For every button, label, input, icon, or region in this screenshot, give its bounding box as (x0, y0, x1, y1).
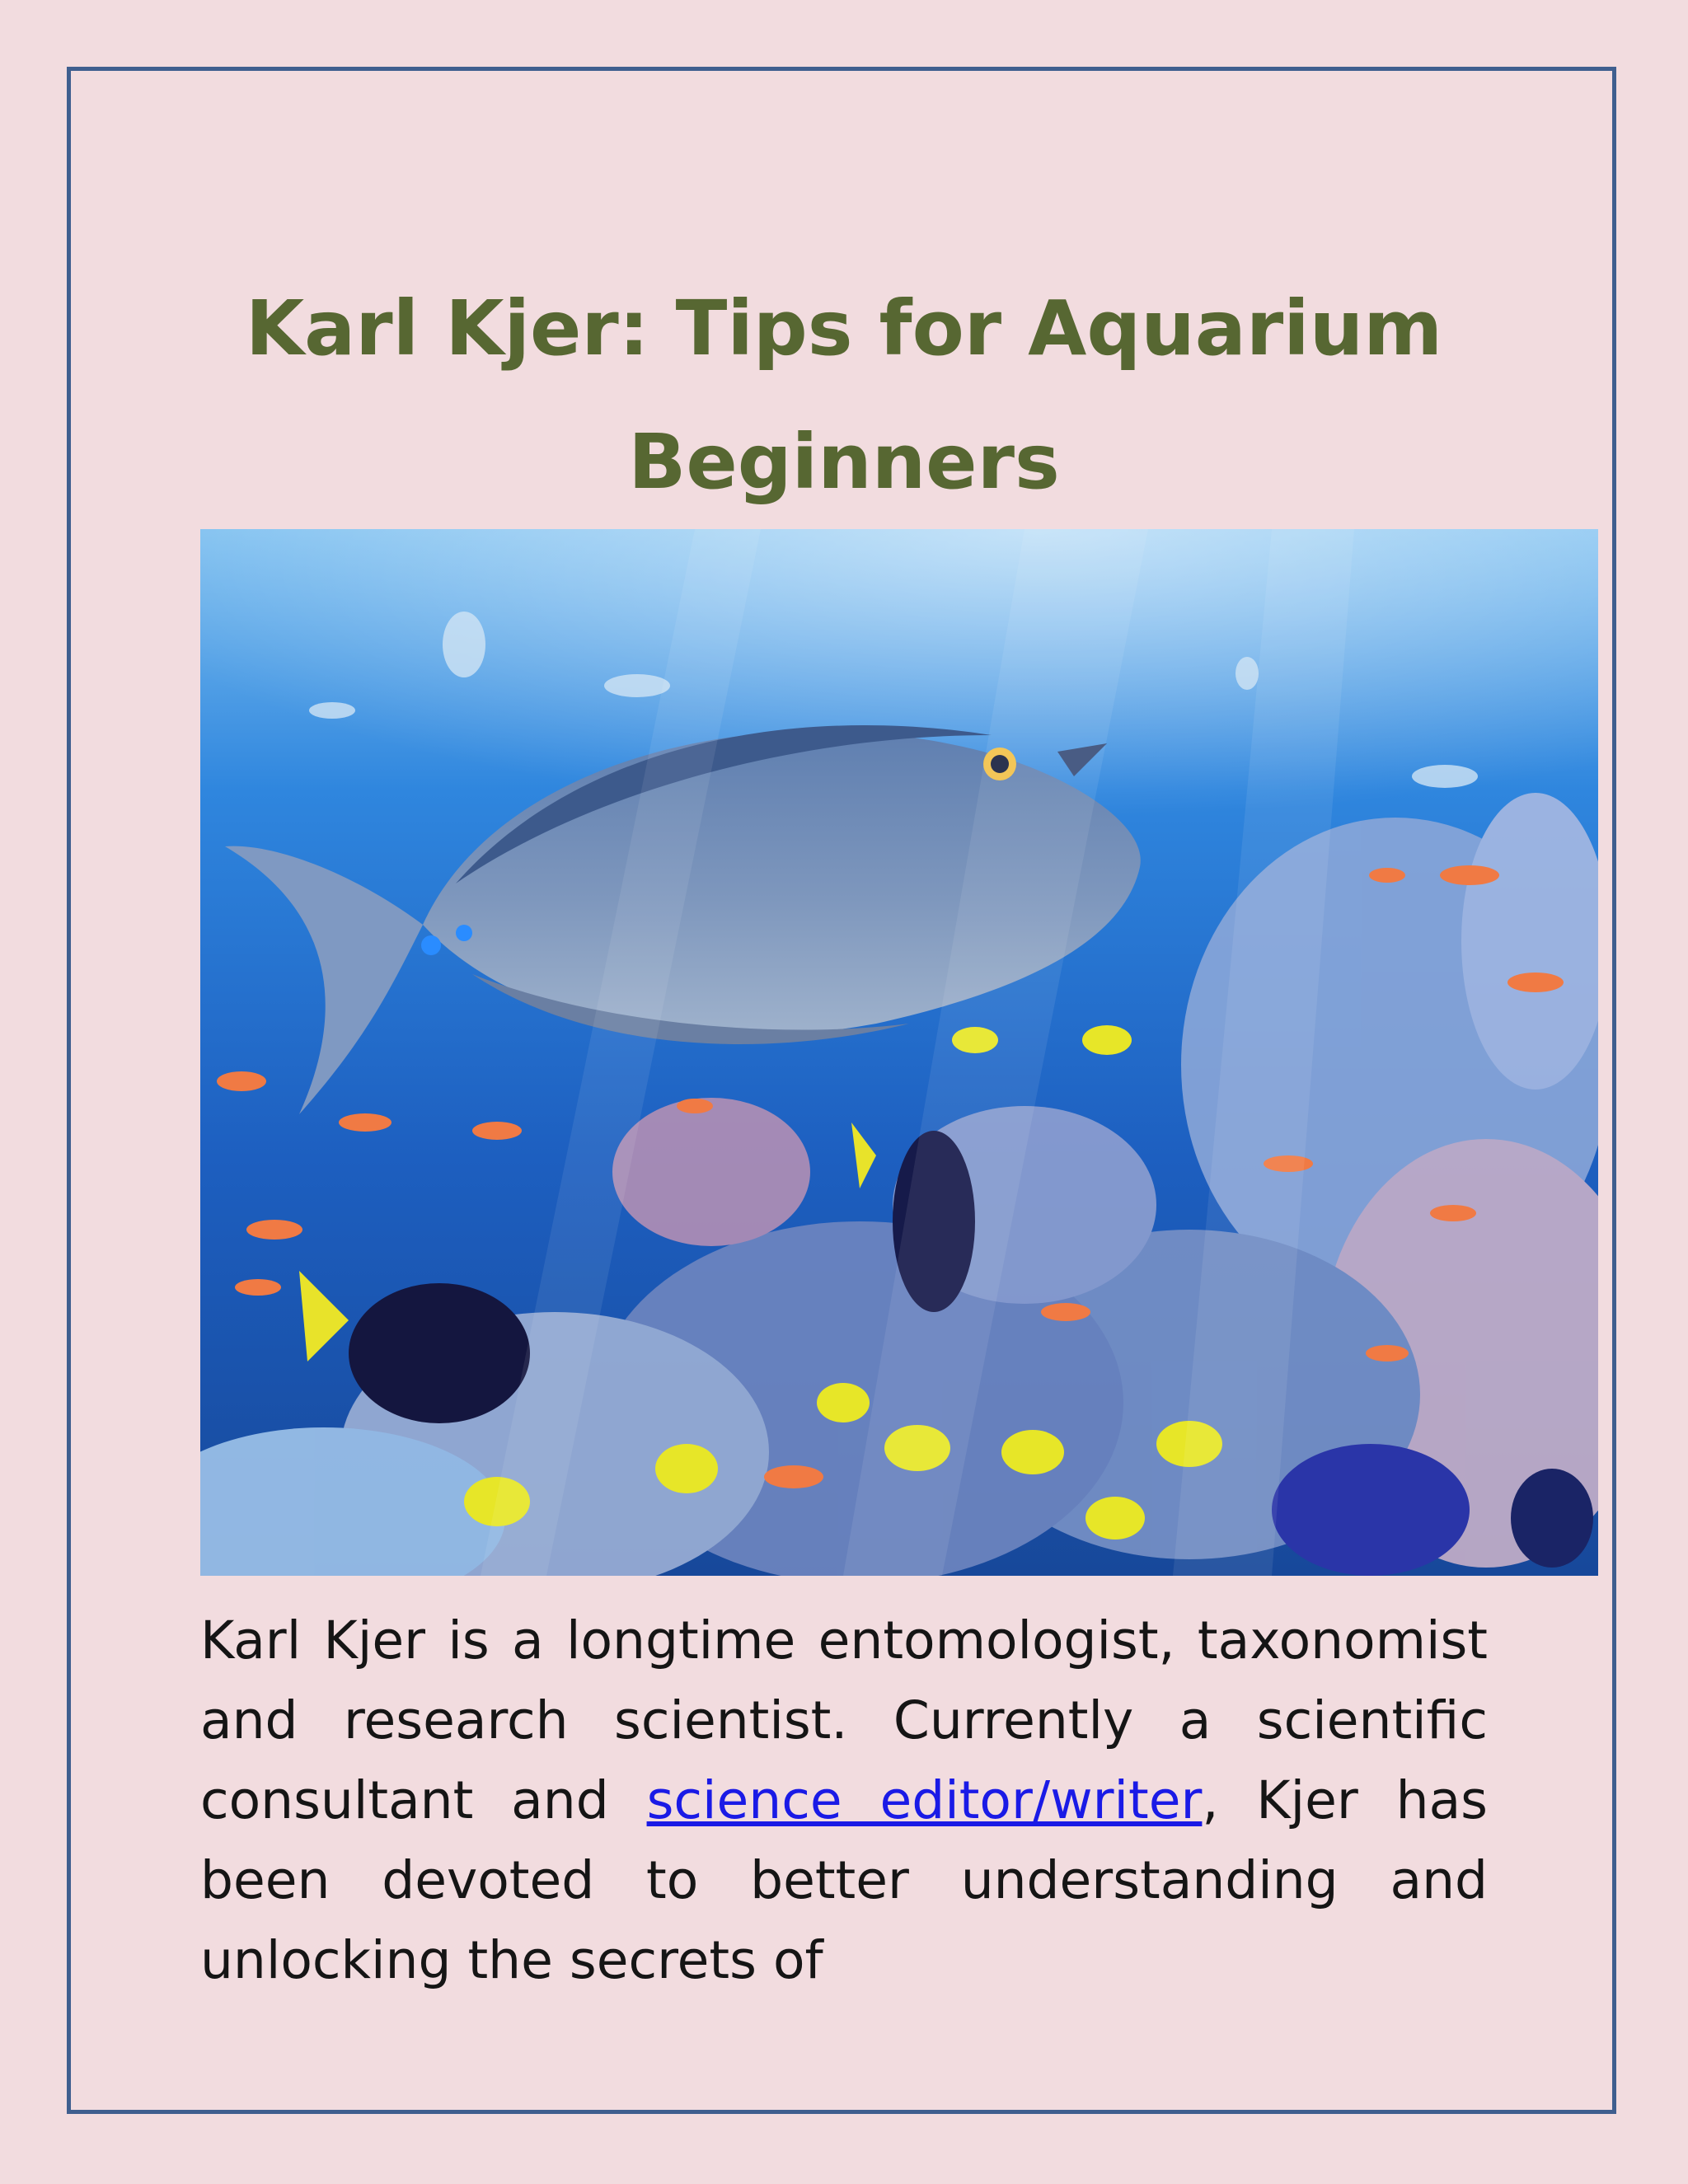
aquarium-photo (200, 529, 1598, 1576)
paragraph-text-start: Karl Kjer is a longtime entomologist, taxonomist and research scientist. Currently a scientific consultant and (200, 1610, 1488, 1830)
science-editor-link[interactable]: science editor/writer (646, 1770, 1203, 1830)
aquarium-illustration (200, 529, 1598, 1576)
paragraph-text-end: , Kjer has been devoted to better understanding and unlocking the secrets of (200, 1770, 1488, 1990)
intro-paragraph (200, 1601, 1488, 2000)
document-title: Karl Kjer: Tips for Aquarium Beginners (245, 284, 1443, 506)
